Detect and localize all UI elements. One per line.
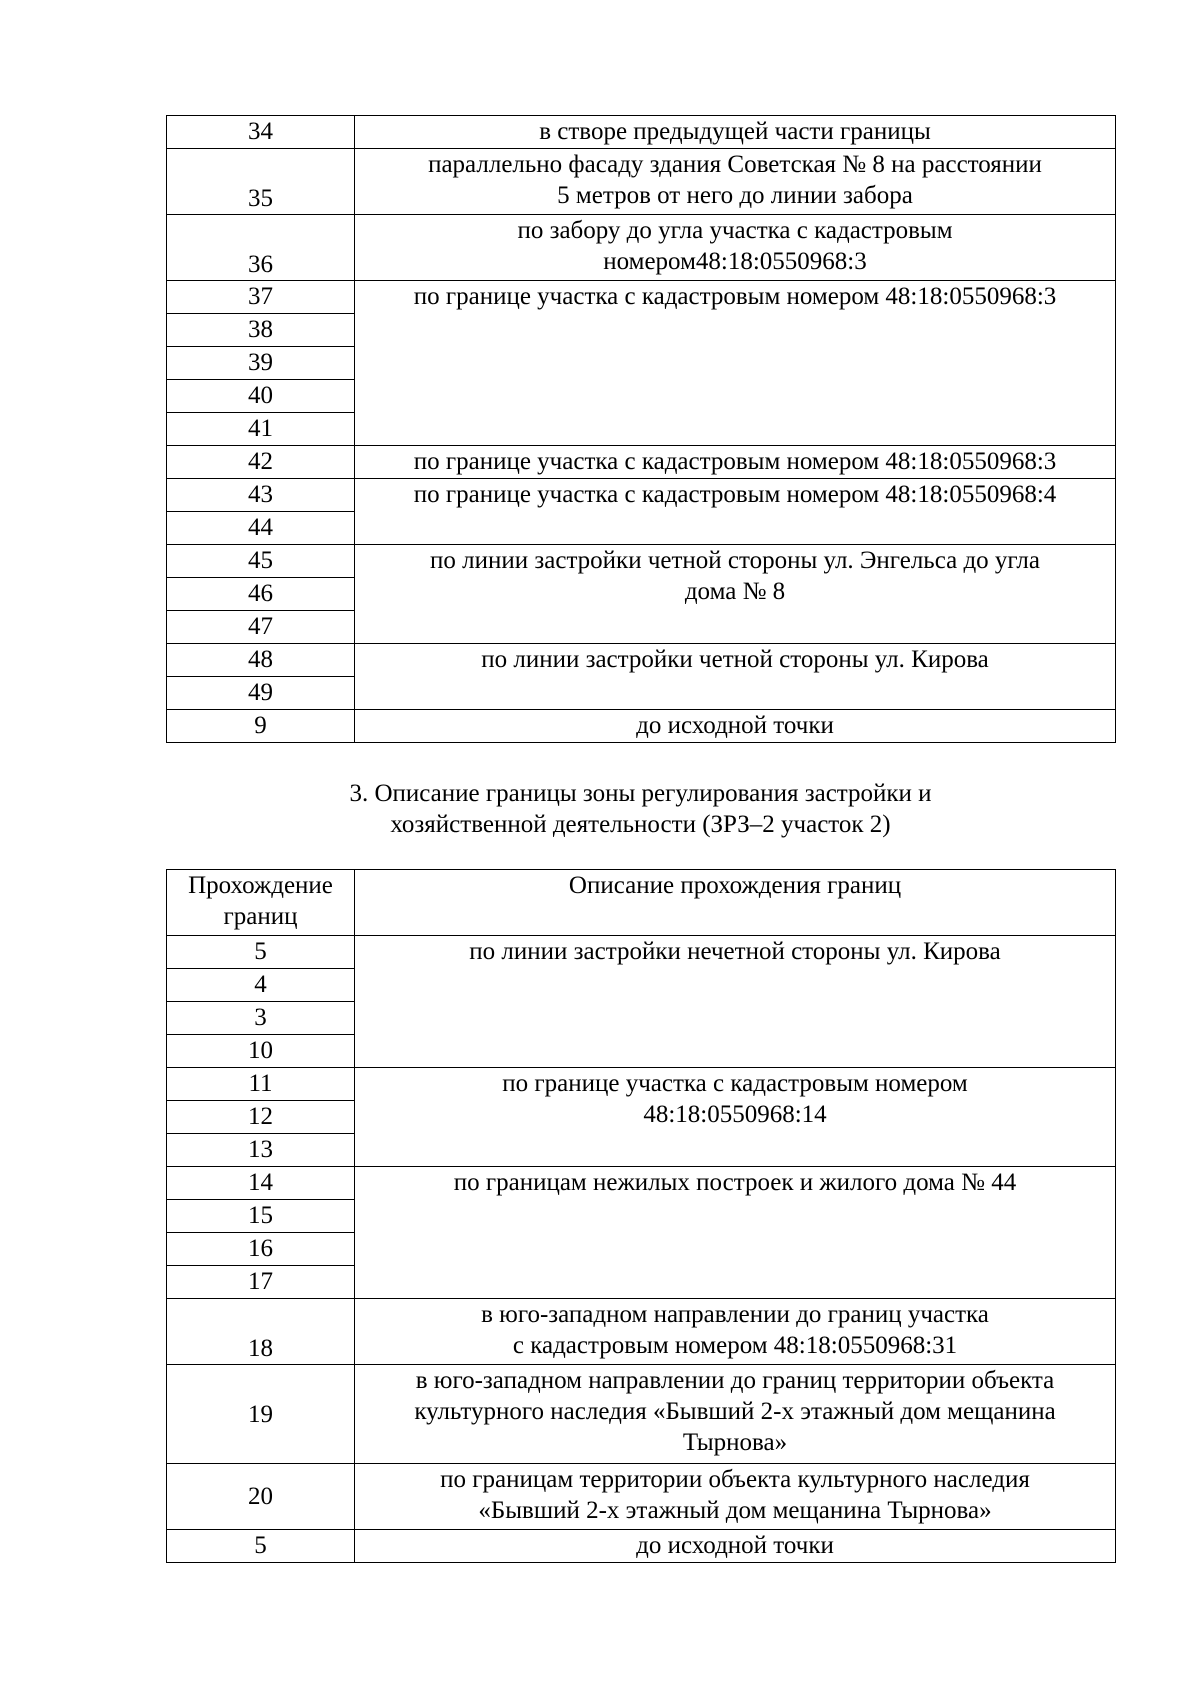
point-number: 5 (167, 936, 355, 969)
point-number: 38 (167, 314, 355, 347)
point-number: 15 (167, 1200, 355, 1233)
column-header-description: Описание прохождения границ (355, 870, 1116, 936)
boundary-description: по границе участка с кадастровым номером 48:18:0550968:3 (355, 446, 1116, 479)
table-row (167, 1530, 1116, 1563)
boundary-description: по границам нежилых построек и жилого дома № 44 (355, 1167, 1116, 1299)
boundary-description: до исходной точки (355, 710, 1116, 743)
point-number: 12 (167, 1101, 355, 1134)
table-header-row (167, 870, 1116, 936)
point-number: 14 (167, 1167, 355, 1200)
point-number: 34 (167, 116, 355, 149)
point-number: 40 (167, 380, 355, 413)
point-number: 19 (167, 1365, 355, 1464)
point-number: 37 (167, 281, 355, 314)
table-row (167, 479, 1116, 512)
boundary-description: по линии застройки четной стороны ул. Энгельса до угла дома № 8 (355, 545, 1116, 644)
point-number: 46 (167, 578, 355, 611)
section-heading-line-2: хозяйственной деятельности (ЗРЗ–2 участок 2) (390, 811, 891, 838)
table-row (167, 710, 1116, 743)
point-number: 18 (167, 1299, 355, 1365)
boundary-table-1 (166, 115, 1116, 743)
section-heading-line-1: 3. Описание границы зоны регулирования застройки и (349, 780, 932, 807)
point-number: 5 (167, 1530, 355, 1563)
boundary-description: по границам территории объекта культурного наследия «Бывший 2-х этажный дом мещанина Тырнова» (355, 1464, 1116, 1530)
table-row (167, 446, 1116, 479)
table-row (167, 1365, 1116, 1464)
boundary-description: параллельно фасаду здания Советская № 8 на расстоянии 5 метров от него до линии забора (355, 149, 1116, 215)
boundary-description: в юго-западном направлении до границ территории объекта культурного наследия «Бывший 2-х этажный дом мещанина Тырнова» (355, 1365, 1116, 1464)
point-number: 9 (167, 710, 355, 743)
point-number: 49 (167, 677, 355, 710)
boundary-description: до исходной точки (355, 1530, 1116, 1563)
boundary-description: по границе участка с кадастровым номером 48:18:0550968:14 (355, 1068, 1116, 1167)
table-row (167, 215, 1116, 281)
point-number: 42 (167, 446, 355, 479)
boundary-table-2 (166, 869, 1116, 1563)
table-row (167, 1167, 1116, 1200)
table-row (167, 1068, 1116, 1101)
point-number: 43 (167, 479, 355, 512)
boundary-description: по линии застройки нечетной стороны ул. Кирова (355, 936, 1116, 1068)
point-number: 13 (167, 1134, 355, 1167)
table-row (167, 1299, 1116, 1365)
table-row (167, 545, 1116, 578)
point-number: 17 (167, 1266, 355, 1299)
point-number: 3 (167, 1002, 355, 1035)
table-row (167, 1464, 1116, 1530)
point-number: 44 (167, 512, 355, 545)
point-number: 39 (167, 347, 355, 380)
table-row (167, 936, 1116, 969)
table-row (167, 149, 1116, 215)
point-number: 45 (167, 545, 355, 578)
point-number: 16 (167, 1233, 355, 1266)
boundary-description: по границе участка с кадастровым номером 48:18:0550968:4 (355, 479, 1116, 545)
boundary-description: в юго-западном направлении до границ участка с кадастровым номером 48:18:0550968:31 (355, 1299, 1116, 1365)
point-number: 20 (167, 1464, 355, 1530)
point-number: 35 (167, 149, 355, 215)
point-number: 10 (167, 1035, 355, 1068)
point-number: 48 (167, 644, 355, 677)
boundary-description: по забору до угла участка с кадастровым номером48:18:0550968:3 (355, 215, 1116, 281)
table-row (167, 644, 1116, 677)
point-number: 47 (167, 611, 355, 644)
column-header-passage: Прохождение границ (167, 870, 355, 936)
table-row (167, 116, 1116, 149)
point-number: 4 (167, 969, 355, 1002)
section-heading (166, 778, 1115, 840)
point-number: 41 (167, 413, 355, 446)
point-number: 36 (167, 215, 355, 281)
boundary-description: по границе участка с кадастровым номером 48:18:0550968:3 (355, 281, 1116, 446)
boundary-description: по линии застройки четной стороны ул. Кирова (355, 644, 1116, 710)
table-row (167, 281, 1116, 314)
boundary-description: в створе предыдущей части границы (355, 116, 1116, 149)
point-number: 11 (167, 1068, 355, 1101)
